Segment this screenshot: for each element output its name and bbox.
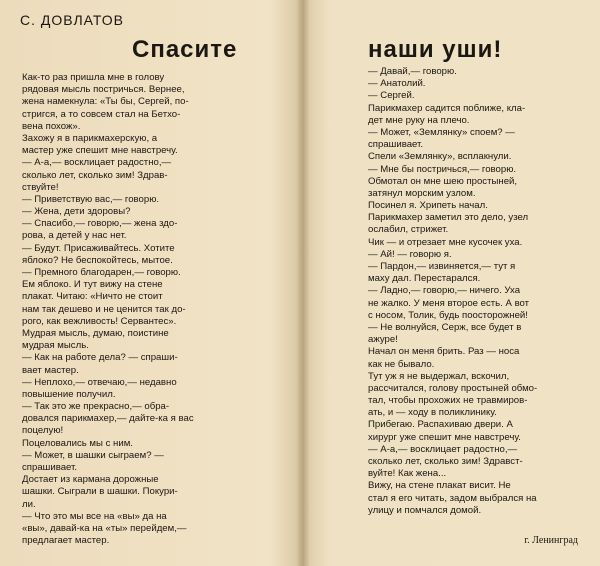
text-line: рова, а детей у нас нет. (22, 230, 127, 242)
text-line: мудрая мысль. (22, 340, 89, 352)
right-page (306, 0, 600, 566)
text-line: плакат. Читаю: «Ничто не стоит (22, 291, 163, 303)
text-line: шашки. Сыграли в шашки. Покури- (22, 486, 178, 498)
text-line: — Пардон,— извиняется,— тут я (368, 261, 516, 272)
text-line: как не бывало. (368, 358, 435, 370)
text-line: Захожу я в парикмахерскую, а (22, 132, 158, 144)
text-line: дет мне руку на плечо. (368, 114, 470, 126)
text-line: Ем яблоко. И тут вижу на стене (22, 279, 163, 291)
text-line: рассчитался, голову простыней обмо- (368, 382, 538, 394)
title-part-right: наши уши! (368, 36, 503, 63)
title-part-left: Спасите (132, 36, 238, 63)
text-line: довался парикмахер,— дайте-ка я вас (22, 413, 194, 425)
text-line: Вижу, на стене плакат висит. Не (368, 480, 511, 492)
text-line: — А-а,— восклицает радостно,— (368, 443, 518, 455)
text-line: предлагает мастер. (22, 535, 110, 547)
text-line: — Что это мы все на «вы» да на (22, 510, 167, 522)
text-line: поцелую! (22, 425, 64, 437)
text-line: — Приветствую вас,— говорю. (22, 193, 160, 205)
text-line: — Будут. Присаживайтесь. Хотите (22, 242, 175, 254)
text-line: с носом, Толик, будь поосторожней! (368, 309, 528, 321)
text-line: Парикмахер садится поближе, кла- (368, 102, 526, 114)
text-line: Как-то раз пришла мне в голову (22, 72, 165, 83)
text-line: — Ай! — говорю я. (368, 248, 452, 260)
text-line: Тут уж я не выдержал, вскочил, (368, 370, 510, 382)
text-line: нам так дешево и не ценится так до- (22, 303, 186, 315)
text-line: ствуйте! (22, 181, 59, 193)
text-line: Спели «Землянку», всплакнули. (368, 151, 512, 163)
text-line: ать, и — ходу в поликлинику. (368, 407, 497, 419)
text-line: Чик — и отрезает мне кусочек уха. (368, 236, 523, 248)
signature-city: г. Ленинград (524, 535, 578, 546)
text-line: тал, чтобы прохожих не травмиров- (368, 395, 528, 407)
text-line: Парикмахер заметил это дело, узел (368, 212, 529, 224)
text-line: сколько лет, сколько зим! Здравст- (368, 456, 523, 467)
text-line: ли. (22, 498, 36, 510)
text-line: Мудрая мысль, думаю, поистине (22, 327, 169, 339)
text-line: улицу и помчался домой. (368, 504, 482, 516)
text-line: хирург уже спешит мне навстречу. (368, 431, 521, 443)
text-line: мастер уже спешит мне навстречу. (22, 145, 178, 157)
text-line: жена намекнула: «Ты бы, Сергей, по- (22, 96, 189, 108)
text-line: «вы», давай-ка на «ты» перейдем,— (22, 522, 187, 534)
text-line: — Жена, дети здоровы? (22, 206, 131, 218)
text-line: — Неплохо,— отвечаю,— недавно (22, 376, 177, 388)
text-line: рядовая мысль постричься. Вернее, (22, 84, 185, 96)
left-page-text (22, 72, 268, 547)
text-line: ажуре! (368, 334, 398, 346)
text-line: вена похож». (22, 120, 81, 132)
text-line: — Сергей. (368, 90, 415, 102)
text-line: — А-а,— восклицает радостно,— (22, 157, 172, 169)
text-line: не жалко. У меня второе есть. А вот (368, 297, 530, 309)
text-line: — Спасибо,— говорю,— жена здо- (22, 218, 178, 230)
text-line: — Так это же прекрасно,— обра- (22, 401, 170, 413)
text-line: рого, как вежливость! Сервантес». (22, 315, 177, 327)
text-line: Обмотал он мне шею простыней, (368, 175, 518, 187)
text-line: вуйте! Как жена... (368, 468, 447, 480)
text-line: затянул морским узлом. (368, 187, 476, 199)
text-line: маху дал. Перестарался. (368, 273, 481, 285)
text-line: ослабил, стрижет. (368, 224, 449, 236)
text-line: Поцеловались мы с ним. (22, 437, 133, 449)
text-line: — Мне бы постричься,— говорю. (368, 163, 517, 175)
text-line: вает мастер. (22, 364, 79, 376)
text-line: — Не волнуйся, Серж, все будет в (368, 321, 522, 333)
text-line: Достает из кармана дорожные (22, 474, 159, 486)
text-line: стригся, а то совсем стал на Бетхо- (22, 108, 181, 120)
text-line: — Как на работе дела? — спраши- (22, 352, 178, 364)
text-line: стал я его читать, задом выбрался на (368, 492, 537, 504)
text-line: Прибегаю. Распахиваю двери. А (368, 419, 513, 431)
text-line: повышение получил. (22, 388, 116, 400)
text-line: спрашивает. (22, 462, 78, 473)
text-line: — Ладно,— говорю,— ничего. Уха (368, 285, 521, 297)
text-line: — Может, «Землянку» споем? — (368, 126, 515, 138)
text-line: — Давай,— говорю. (368, 66, 457, 77)
text-line: сколько лет, сколько зим! Здрав- (22, 169, 168, 181)
text-line: Начал он меня брить. Раз — носа (368, 346, 520, 358)
text-line: яблоко? Не беспокойтесь, мытое. (22, 254, 173, 266)
text-line: — Может, в шашки сыграем? — (22, 449, 164, 461)
text-line: Посинел я. Хрипеть начал. (368, 200, 488, 212)
right-page-text (368, 66, 584, 517)
text-line: спрашивает. (368, 139, 424, 151)
text-line: — Премного благодарен,— говорю. (22, 267, 181, 278)
text-line: — Анатолий. (368, 78, 426, 90)
author-name: С. ДОВЛАТОВ (20, 12, 125, 28)
